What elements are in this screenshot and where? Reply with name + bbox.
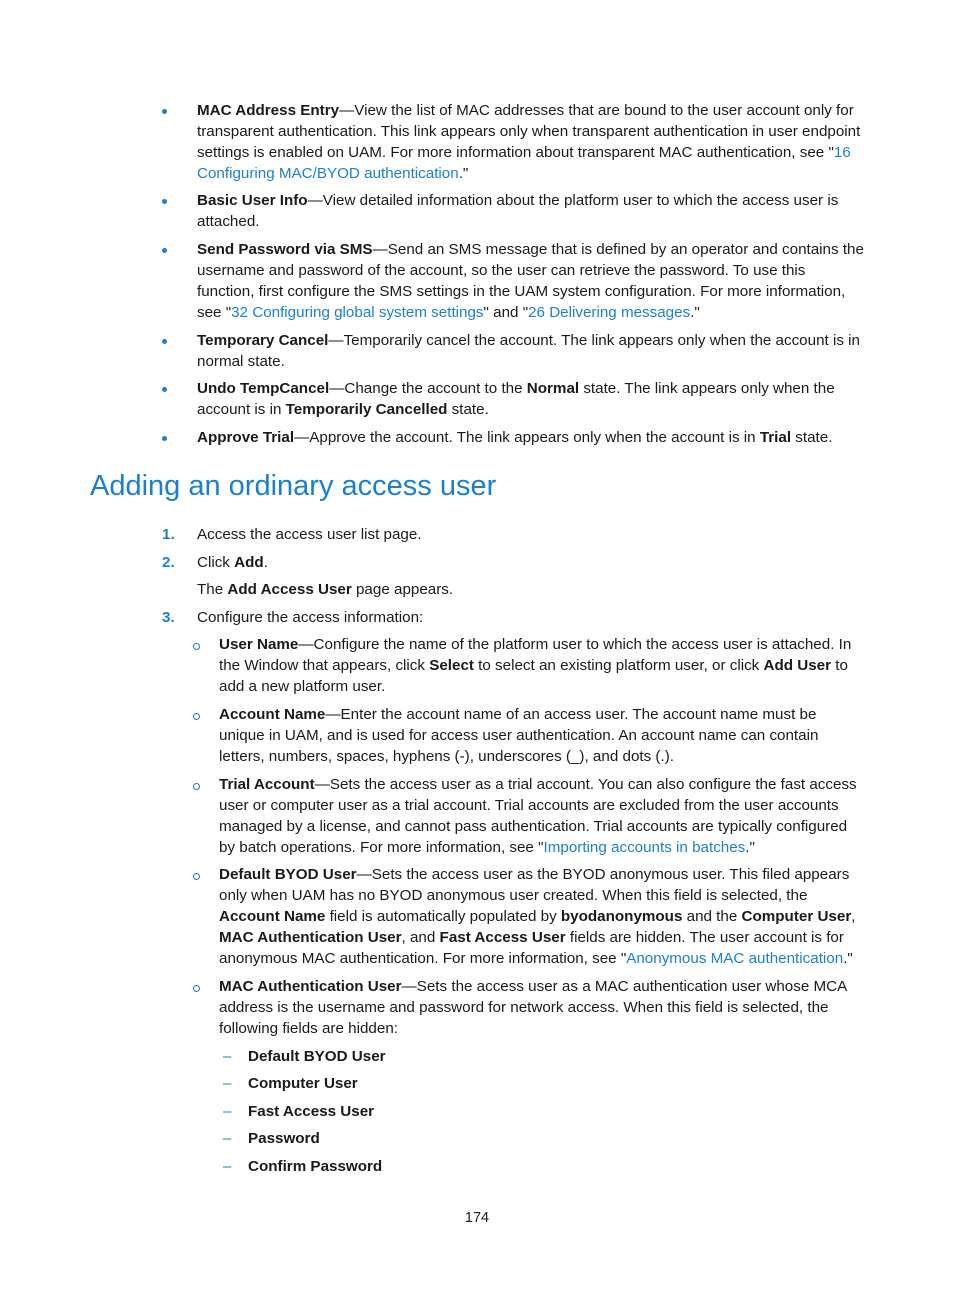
description: —Enter the account name of an access user. The account name must be unique in UAM, and is used for access user authentication. An account name can contain letters, numbers, spaces, hyphens (-), underscores (_), and dots (.). <box>219 706 819 765</box>
bullet-send-password-sms <box>197 239 865 323</box>
description: fields are hidden. The user account is for anonymous MAC authentication. For more information, see " <box>219 929 844 967</box>
link-configuring-mac-byod[interactable]: 16 Configuring MAC/BYOD authentication <box>197 144 851 182</box>
dash-marker: – <box>223 1103 232 1120</box>
hidden-field-item: Default BYOD User <box>248 1048 386 1065</box>
description: —Approve the account. The link appears only when the account is in <box>294 429 760 446</box>
dash-marker: – <box>223 1075 232 1092</box>
dash-marker: – <box>223 1158 232 1175</box>
dash-marker: – <box>223 1048 232 1065</box>
description: —Configure the name of the platform user to which the access user is attached. In the Window that appears, click <box>219 636 852 674</box>
circle-marker <box>193 985 200 992</box>
description: to select an existing platform user, or click <box>473 657 764 674</box>
step-text: Access the access user list page. <box>197 526 422 543</box>
bullet-marker <box>162 109 167 114</box>
description: field is automatically populated by <box>325 908 561 925</box>
bullet-marker <box>162 248 167 253</box>
description: and the <box>682 908 742 925</box>
bold-select: Select <box>429 657 474 674</box>
description: state. The link appears only when the account is in <box>197 380 835 418</box>
description: , <box>851 908 856 925</box>
term: Temporary Cancel <box>197 332 329 349</box>
bullet-undo-tempcancel <box>197 378 865 420</box>
step-3 <box>197 607 865 628</box>
description: —Temporarily cancel the account. The link appears only when the account is in normal state. <box>197 332 860 370</box>
link-importing-accounts[interactable]: Importing accounts in batches <box>543 839 746 856</box>
text-tail: . <box>263 554 268 571</box>
field-mac-authentication-user <box>219 976 865 1039</box>
link-global-system-settings[interactable]: 32 Configuring global system settings <box>231 304 484 321</box>
field-default-byod-user <box>219 864 865 969</box>
step-number: 1. <box>162 526 175 543</box>
text-tail: ." <box>745 839 755 856</box>
hidden-field-item: Computer User <box>248 1075 358 1092</box>
bold-add-user: Add User <box>763 657 831 674</box>
circle-marker <box>193 643 200 650</box>
step-text: Click <box>197 554 235 571</box>
bullet-marker <box>162 339 167 344</box>
term: Account Name <box>219 706 326 723</box>
text-tail: ." <box>690 304 700 321</box>
field-user-name <box>219 634 865 697</box>
description: —Change the account to the <box>329 380 527 397</box>
term: Basic User Info <box>197 192 308 209</box>
text-tail: ." <box>843 950 853 967</box>
bold-add: Add <box>234 554 264 571</box>
description: state. <box>791 429 833 446</box>
bullet-marker <box>162 387 167 392</box>
step-2-note <box>197 579 865 600</box>
circle-marker <box>193 713 200 720</box>
description: —View detailed information about the platform user to which the access user is attached. <box>197 192 839 230</box>
description: , and <box>401 929 440 946</box>
text-tail: ." <box>458 165 469 182</box>
step-number: 3. <box>162 609 175 626</box>
term: Approve Trial <box>197 429 295 446</box>
bold-mac-authentication-user: MAC Authentication User <box>219 929 402 946</box>
section-heading: Adding an ordinary access user <box>90 470 497 502</box>
link-anonymous-mac-authentication[interactable]: Anonymous MAC authentication <box>626 950 844 967</box>
description: —Sets the access user as a trial account. You can also configure the fast access user or computer user as a trial account. Trial accounts are excluded from the user accounts managed by a license, and cannot pass authentication. Trial accounts are typically configured by batch operations. For more information, see " <box>219 776 857 856</box>
hidden-field-item: Confirm Password <box>248 1158 383 1175</box>
bullet-temporary-cancel <box>197 330 865 372</box>
bold-trial: Trial <box>759 429 792 446</box>
step-number: 2. <box>162 554 175 571</box>
term: MAC Address Entry <box>197 102 340 119</box>
step-text: Configure the access information: <box>197 609 424 626</box>
bold-computer-user: Computer User <box>741 908 852 925</box>
field-account-name <box>219 704 865 767</box>
step-2 <box>197 552 865 573</box>
bullet-mac-address-entry <box>197 100 865 184</box>
description: to add a new platform user. <box>219 657 848 695</box>
bold-byodanonymous: byodanonymous <box>560 908 683 925</box>
description: —Sets the access user as a MAC authentication user whose MCA address is the username and password for network access. When this field is selected, the following fields are hidden: <box>219 978 847 1037</box>
bold-normal: Normal <box>526 380 580 397</box>
text-mid: " and " <box>483 304 529 321</box>
term: Default BYOD User <box>219 866 357 883</box>
dash-marker: – <box>223 1130 232 1147</box>
page-number: 174 <box>464 1210 490 1226</box>
hidden-field-item: Password <box>248 1130 320 1147</box>
circle-marker <box>193 783 200 790</box>
bullet-approve-trial <box>197 427 865 448</box>
term: Trial Account <box>219 776 315 793</box>
step-1 <box>197 524 865 545</box>
note-text: The <box>197 581 228 598</box>
description: —Send an SMS message that is defined by an operator and contains the username and password of the account, so the user can retrieve the password. To use this function, first configure the SMS settings in the UAM system configuration. For more information, see " <box>197 241 864 321</box>
link-delivering-messages[interactable]: 26 Delivering messages <box>528 304 691 321</box>
bullet-marker <box>162 199 167 204</box>
bullet-basic-user-info <box>197 190 865 232</box>
term: MAC Authentication User <box>219 978 402 995</box>
bullet-marker <box>162 436 167 441</box>
bold-temporarily-cancelled: Temporarily Cancelled <box>285 401 448 418</box>
note-text: page appears. <box>351 581 454 598</box>
hidden-field-item: Fast Access User <box>248 1103 375 1120</box>
bold-account-name: Account Name <box>219 908 326 925</box>
bold-fast-access-user: Fast Access User <box>439 929 566 946</box>
term: Send Password via SMS <box>197 241 373 258</box>
description: —Sets the access user as the BYOD anonymous user. This filed appears only when UAM has no BYOD anonymous user created. When this field is selected, the <box>219 866 850 904</box>
description: state. <box>447 401 489 418</box>
bold-add-access-user: Add Access User <box>227 581 352 598</box>
field-trial-account <box>219 774 865 858</box>
term: User Name <box>219 636 299 653</box>
term: Undo TempCancel <box>197 380 330 397</box>
circle-marker <box>193 873 200 880</box>
description: —View the list of MAC addresses that are bound to the user account only for transparent authentication. This link appears only when transparent authentication in user endpoint settings is enabled on UAM. For more information about transparent MAC authentication, see " <box>197 102 861 161</box>
